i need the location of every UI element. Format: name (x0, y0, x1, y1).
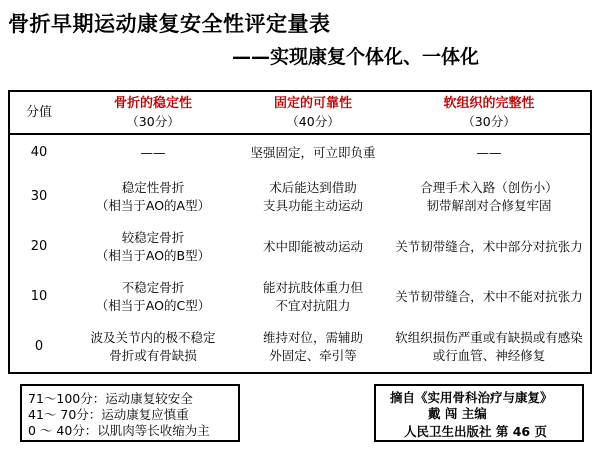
cell-line: （相当于AO的A型） (95, 197, 211, 213)
cell-line: 骨折或有骨缺损 (109, 347, 197, 363)
page-subtitle: ——实现康复个体化、一体化 (232, 46, 480, 68)
score-cell: 30 (30, 188, 48, 204)
cell-line: 术后能达到借助 (269, 179, 357, 195)
fixation-cell (238, 272, 388, 322)
cell-line: 关节韧带缝合，术中不能对抗张力 (395, 288, 583, 304)
table-row (10, 272, 590, 322)
fixation-cell (238, 222, 388, 272)
fixation-cell (238, 172, 388, 222)
header-soft-tissue-points: （30分） (462, 113, 516, 129)
fixation-cell (238, 134, 388, 172)
cell-line: 坚强固定，可立即负重 (250, 145, 376, 161)
score-cell: 0 (34, 338, 44, 354)
source-book: 摘自《实用骨科治疗与康复》 (390, 390, 553, 405)
cell-line: （相当于AO的B型） (95, 247, 211, 263)
soft-tissue-cell (388, 134, 590, 172)
header-fixation-name: 固定的可靠性 (273, 95, 352, 111)
table-row (10, 222, 590, 272)
header-stability-name: 骨折的稳定性 (113, 95, 192, 111)
stability-cell (68, 134, 238, 172)
cell-line: 或行血管、神经修复 (432, 347, 546, 363)
table-header-row (10, 92, 590, 134)
cell-line: 稳定性骨折 (121, 179, 185, 195)
stability-cell (68, 172, 238, 222)
source-publisher: 人民卫生出版社 第 46 页 (404, 424, 547, 439)
cell-line: 支具功能主动运动 (262, 197, 363, 213)
score-cell: 40 (30, 145, 48, 161)
soft-tissue-cell (388, 172, 590, 222)
cell-line: 维持对位，需辅助 (262, 329, 363, 345)
legend-line: 0 ～ 40分：以肌肉等长收缩为主 (28, 423, 210, 438)
score-legend (20, 384, 240, 442)
cell-line: 合理手术入路（创伤小） (420, 179, 558, 195)
score-cell: 10 (30, 288, 48, 304)
cell-line: 不稳定骨折 (121, 279, 185, 295)
stability-cell (68, 222, 238, 272)
legend-line: 71～100分：运动康复较安全 (28, 391, 193, 406)
cell-line: 外固定、牵引等 (269, 347, 357, 363)
stability-cell (68, 322, 238, 372)
header-stability-points: （30分） (126, 113, 180, 129)
header-fixation (238, 92, 388, 134)
cell-line: 较稳定骨折 (121, 229, 185, 245)
table-row (10, 134, 590, 172)
cell-line: —— (476, 145, 502, 161)
cell-line: 术中即能被动运动 (262, 238, 363, 254)
soft-tissue-cell (388, 322, 590, 372)
page-title: 骨折早期运动康复安全性评定量表 (8, 12, 331, 36)
cell-line: —— (140, 145, 166, 161)
cell-line: 韧带解剖对合修复牢固 (426, 197, 552, 213)
header-soft-tissue (388, 92, 590, 134)
source-editor: 戴 闯 主编 (428, 406, 487, 421)
assessment-table (8, 90, 592, 374)
cell-line: 软组织损伤严重或有缺损或有感染 (395, 329, 583, 345)
legend-line: 41～ 70分：运动康复应慎重 (28, 407, 189, 422)
table-row (10, 322, 590, 372)
soft-tissue-cell (388, 272, 590, 322)
table-row (10, 172, 590, 222)
header-score: 分值 (10, 92, 68, 134)
cell-line: 不宜对抗阻力 (275, 297, 351, 313)
soft-tissue-cell (388, 222, 590, 272)
cell-line: 关节韧带缝合，术中部分对抗张力 (395, 238, 583, 254)
cell-line: 波及关节内的极不稳定 (90, 329, 216, 345)
header-soft-tissue-name: 软组织的完整性 (443, 95, 535, 111)
source-citation (374, 384, 584, 442)
score-cell: 20 (30, 238, 48, 254)
cell-line: 能对抗肢体重力但 (262, 279, 363, 295)
header-stability (68, 92, 238, 134)
cell-line: （相当于AO的C型） (95, 297, 211, 313)
table-body (10, 134, 590, 372)
stability-cell (68, 272, 238, 322)
fixation-cell (238, 322, 388, 372)
header-fixation-points: （40分） (286, 113, 340, 129)
